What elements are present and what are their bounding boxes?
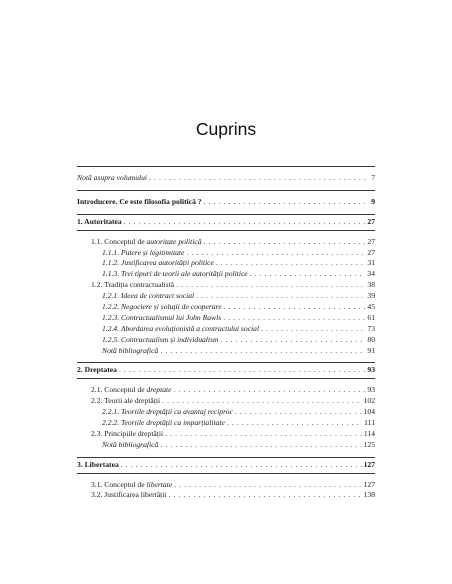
dot-leader — [174, 385, 366, 396]
table-of-contents — [77, 166, 375, 501]
toc-entry-label: Introducere. Ce este filosofia politică ? — [77, 196, 202, 206]
toc-entry-page: 45 — [367, 302, 375, 312]
dot-leader — [186, 248, 365, 259]
dot-leader — [176, 280, 365, 291]
toc-entry-label: 2.2.2. Teoriile dreptății ca imparțialitate — [102, 418, 225, 428]
toc-entry-2-1[interactable] — [77, 385, 375, 396]
toc-entry-page: 27 — [367, 247, 375, 257]
toc-entry-label: 1.1.1. Putere și legitimitate — [102, 247, 185, 257]
dot-leader — [223, 313, 365, 324]
dot-leader — [220, 335, 365, 346]
dot-leader — [204, 237, 366, 248]
toc-entry-label: Notă bibliografică — [102, 439, 159, 449]
toc-entry-2-2[interactable] — [77, 396, 375, 407]
toc-chapter-2[interactable] — [77, 365, 375, 376]
toc-entry-3-1[interactable] — [77, 480, 375, 491]
toc-entry-label: 1.1.3. Trei tipuri de teorii ale autorității politice — [102, 269, 248, 279]
toc-entry-label — [91, 385, 172, 396]
toc-entry-label — [91, 237, 202, 248]
toc-entry-page: 102 — [363, 396, 375, 406]
toc-entry-label: Notă asupra volumului — [77, 173, 148, 182]
toc-entry-label-emphasis: dreptate — [146, 385, 172, 395]
dot-leader — [149, 173, 369, 184]
toc-entry-2-2-1[interactable] — [77, 407, 375, 418]
toc-entry-label: 1.2. Tradiția contractualistă — [91, 280, 175, 290]
dot-leader — [121, 460, 362, 471]
toc-entry-1-1[interactable] — [77, 237, 375, 248]
toc-entry-introducere[interactable] — [77, 197, 375, 208]
toc-entry-page: 125 — [363, 439, 375, 449]
page-title: Cuprins — [195, 119, 257, 139]
dot-leader — [160, 346, 365, 357]
toc-entry-page: 73 — [367, 323, 375, 333]
toc-entry-2-3[interactable] — [77, 429, 375, 440]
dot-leader — [174, 480, 361, 491]
toc-entry-1-2-3[interactable] — [77, 313, 375, 324]
dot-leader — [216, 258, 365, 269]
toc-entry-label-emphasis: libertate — [146, 479, 173, 489]
toc-entry-page: 80 — [367, 334, 375, 344]
toc-entry-page: 31 — [367, 258, 375, 268]
toc-entry-page: 38 — [367, 280, 375, 290]
toc-entry-label: 2. Dreptatea — [77, 365, 117, 375]
toc-entry-page: 27 — [367, 216, 375, 226]
toc-entry-page: 114 — [363, 428, 375, 438]
toc-entry-1-2[interactable] — [77, 280, 375, 291]
toc-entry-label: 1.1.2. Justificarea autorității politice — [102, 258, 214, 268]
toc-entry-label-text: 3.1. Conceptul de — [91, 479, 147, 489]
toc-entry-1-2-1[interactable] — [77, 291, 375, 302]
toc-entry-label-emphasis: autoritate politică — [146, 236, 202, 246]
toc-entry-page: 127 — [363, 479, 375, 489]
toc-entry-label: 1.2.5. Contractualism și individualism — [102, 334, 219, 344]
toc-entry-page: 93 — [367, 385, 375, 395]
toc-entry-page: 127 — [363, 459, 375, 469]
toc-entry-1-1-2[interactable] — [77, 258, 375, 269]
toc-entry-page: 91 — [367, 345, 375, 355]
dot-leader — [204, 197, 370, 208]
toc-entry-nota-2[interactable] — [77, 440, 375, 451]
toc-entry-label — [91, 480, 172, 491]
toc-entry-page: 9 — [371, 196, 375, 206]
toc-entry-1-2-2[interactable] — [77, 302, 375, 313]
toc-entry-label-text: 1.1. Conceptul de — [91, 236, 147, 246]
toc-entry-page: 111 — [364, 418, 375, 428]
toc-entry-page: 93 — [367, 365, 375, 375]
dot-leader — [119, 365, 365, 376]
toc-entry-3-2[interactable] — [77, 490, 375, 501]
dot-leader — [169, 490, 362, 501]
toc-entry-label: 2.2.1. Teoriile dreptății ca avantaj reciproc — [102, 407, 233, 417]
dot-leader — [235, 407, 362, 418]
toc-entry-label: 2.2. Teorii ale dreptății — [91, 396, 161, 406]
toc-entry-1-1-1[interactable] — [77, 248, 375, 259]
dot-leader — [250, 269, 366, 280]
dot-leader — [165, 429, 362, 440]
toc-entry-label: 1.2.1. Ideea de contract social — [102, 291, 195, 301]
toc-entry-label: 2.3. Principiile dreptății — [91, 428, 164, 438]
toc-entry-page: 39 — [367, 291, 375, 301]
toc-entry-label: 1.2.3. Contractualismul lui John Rawls — [102, 312, 222, 322]
toc-entry-label: Notă bibliografică — [102, 345, 159, 355]
toc-chapter-3[interactable] — [77, 460, 375, 471]
toc-entry-label-text: 2.1. Conceptul de — [91, 385, 147, 395]
dot-leader — [160, 440, 361, 451]
dot-leader — [124, 217, 366, 228]
dot-leader — [227, 418, 362, 429]
toc-entry-label: 1.2.4. Abordarea evoluționistă a contractului social — [102, 323, 260, 333]
toc-entry-label: 3.2. Justificarea libertății — [91, 490, 167, 500]
dot-leader — [162, 396, 361, 407]
toc-entry-1-2-4[interactable] — [77, 324, 375, 335]
toc-entry-label: 1. Autoritatea — [77, 216, 122, 226]
dot-leader — [196, 291, 365, 302]
toc-entry-page: 138 — [363, 490, 375, 500]
toc-entry-label: 1.2.2. Negociere și soluții de cooperare — [102, 302, 222, 312]
toc-entry-page: 7 — [371, 173, 375, 182]
toc-entry-page: 104 — [363, 407, 375, 417]
toc-chapter-1[interactable] — [77, 217, 375, 228]
toc-entry-label: 3. Libertatea — [77, 459, 119, 469]
toc-entry-1-1-3[interactable] — [77, 269, 375, 280]
toc-entry-2-2-2[interactable] — [77, 418, 375, 429]
toc-entry-nota-volum[interactable] — [77, 173, 375, 184]
dot-leader — [224, 302, 366, 313]
toc-entry-page: 27 — [367, 236, 375, 246]
dot-leader — [261, 324, 365, 335]
toc-entry-page: 61 — [367, 312, 375, 322]
toc-entry-nota-1[interactable] — [77, 346, 375, 357]
toc-entry-page: 34 — [367, 269, 375, 279]
toc-entry-1-2-5[interactable] — [77, 335, 375, 346]
